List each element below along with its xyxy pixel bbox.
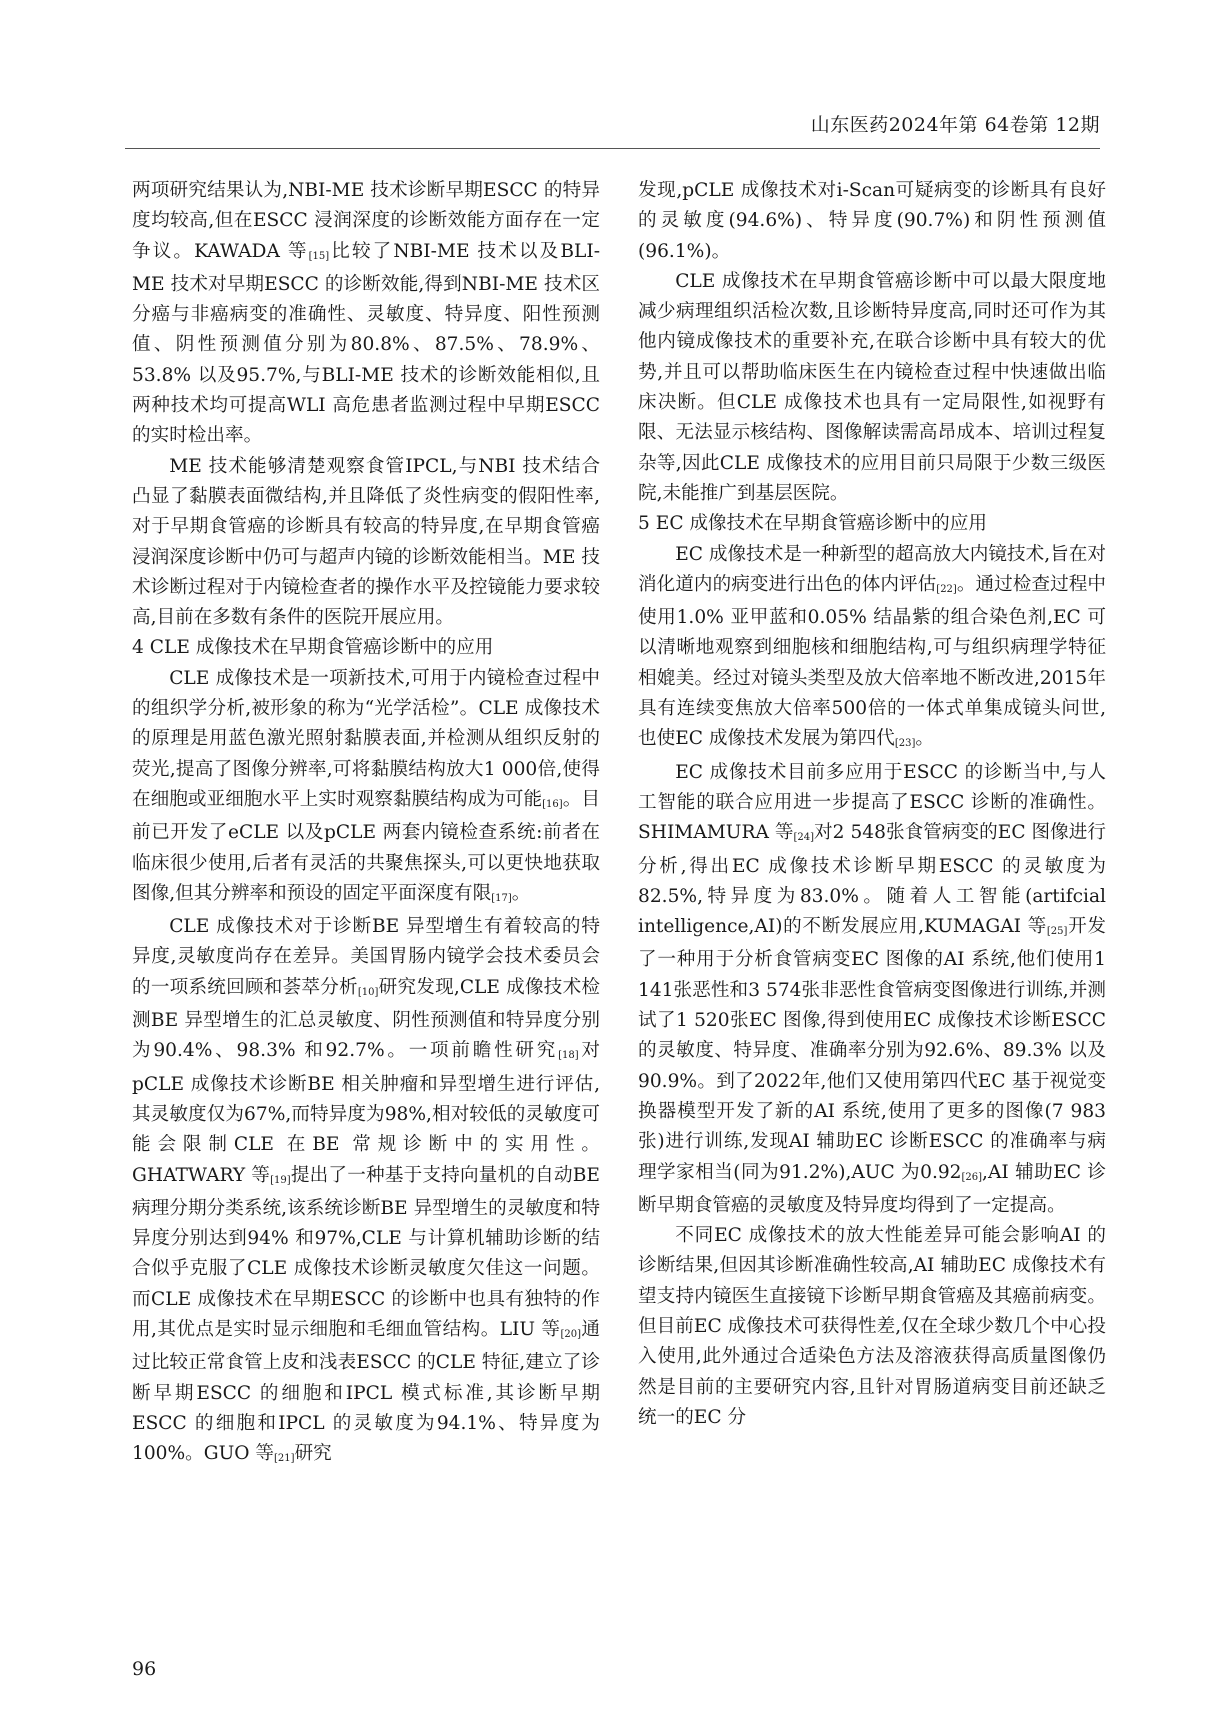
text-run: 开发了一种用于分析食管病变EC 图像的AI 系统,他们使用1 141张恶性和3 574张非恶性食管病变图像进行训练,并测试了1 520张EC 图像,得到使用EC 成像技术诊断ESCC 的灵敏度、特异度、准确率分别为92.6%、89.3% 以及90.9%。到了2022年,他们又使用第四代EC 基于视觉变换器模型开发了新的AI 系统,使用了更多的图像(7 983张)进行训练,发现AI 辅助EC 诊断ESCC 的准确率与病理学家相当(同为91.2%),AUC 为0.92 — [638, 916, 1106, 1183]
citation: [15] — [308, 250, 330, 262]
citation: [21] — [274, 1453, 295, 1465]
right-column — [638, 176, 1106, 1433]
paragraph — [132, 176, 600, 452]
text-run: CLE 成像技术是一项新技术,可用于内镜检查过程中的组织学分析,被形象的称为“光学活检”。CLE 成像技术的原理是用蓝色激光照射黏膜表面,并检测从组织反射的荧光,提高了图像分辨率,可将黏膜结构放大1 000倍,使得在细胞或亚细胞水平上实时观察黏膜结构成为可能 — [132, 667, 600, 810]
text-run: 提出了一种基于支持向量机的自动BE 病理分期分类系统,该系统诊断BE 异型增生的灵敏度和特异度分别达到94% 和97%,CLE 与计算机辅助诊断的结合似乎克服了CLE 成像技术诊断灵敏度欠佳这一问题。而CLE 成像技术在早期ESCC 的诊断中也具有独特的作用,其优点是实时显示细胞和毛细血管结构。LIU 等 — [132, 1164, 600, 1340]
paragraph: ME 技术能够清楚观察食管IPCL,与NBI 技术结合凸显了黏膜表面微结构,并且降低了炎性病变的假阳性率,对于早期食管癌的诊断具有较高的特异度,在早期食管癌浸润深度诊断中仍可与超声内镜的诊断效能相当。ME 技术诊断过程对于内镜检查者的操作水平及控镜能力要求较高,目前在多数有条件的医院开展应用。 — [132, 455, 600, 629]
text-run: EC 成像技术是一种新型的超高放大内镜技术,旨在对消化道内的病变进行出色的体内评估 — [638, 543, 1106, 595]
citation: [19] — [270, 1174, 291, 1186]
citation: [10] — [357, 986, 379, 998]
text-run: ,AI 辅助EC 诊断早期食管癌的灵敏度及特异度均得到了一定提高。 — [638, 1161, 1106, 1216]
paragraph — [132, 912, 600, 1472]
text-run: 对pCLE 成像技术诊断BE 相关肿瘤和异型增生进行评估,其灵敏度仅为67%,而特异度为98%,相对较低的灵敏度可能会限制CLE 在BE 常规诊断中的实用性。GHATWARY 等 — [132, 1040, 600, 1186]
text-run: 。目前已开发了eCLE 以及pCLE 两套内镜检查系统:前者在临床很少使用,后者有灵活的共聚焦探头,可以更快地获取图像,但其分辨率和预设的固定平面深度有限 — [132, 788, 600, 904]
paragraph: 不同EC 成像技术的放大性能差异可能会影响AI 的诊断结果,但因其诊断准确性较高,AI 辅助EC 成像技术有望支持内镜医生直接镜下诊断早期食管癌及其癌前病变。但目前EC 成像技术可获得性差,仅在全球少数几个中心投入使用,此外通过合适染色方法及溶液获得高质量图像仍然是目前的主要研究内容,且针对胃肠道病变目前还缺乏统一的EC 分 — [638, 1225, 1106, 1428]
citation: [26] — [961, 1171, 983, 1183]
text-run: 。 — [915, 728, 934, 750]
page-number: 96 — [132, 1658, 157, 1680]
citation: [16] — [542, 798, 563, 810]
text-run: 比较了NBI-ME 技术以及BLI-ME 技术对早期ESCC 的诊断效能,得到NBI-ME 技术区分癌与非癌病变的准确性、灵敏度、特异度、阳性预测值、阴性预测值分别为80.8%、87.5%、78.9%、53.8% 以及95.7%,与BLI-ME 技术的诊断效能相似,且两种技术均可提高WLI 高危患者监测过程中早期ESCC 的实时检出率。 — [132, 240, 600, 447]
text-run: 对2 548张食管病变的EC 图像进行分析,得出EC 成像技术诊断早期ESCC 的灵敏度为82.5%,特异度为83.0%。随着人工智能(artifcial intelligence,AI)的不断发展应用,KUMAGAI 等 — [638, 822, 1106, 938]
text-run: 。 — [511, 882, 531, 904]
paragraph — [638, 758, 1106, 1221]
paragraph: CLE 成像技术在早期食管癌诊断中可以最大限度地减少病理组织活检次数,且诊断特异度高,同时还可作为其他内镜成像技术的重要补充,在联合诊断中具有较大的优势,并且可以帮助临床医生在内镜检查过程中快速做出临床决断。但CLE 成像技术也具有一定局限性,如视野有限、无法显示核结构、图像解读需高昂成本、培训过程复杂等,因此CLE 成像技术的应用目前只局限于少数三级医院,未能推广到基层医院。 — [638, 270, 1106, 504]
citation: [22] — [936, 583, 957, 595]
text-run: 。通过检查过程中使用1.0% 亚甲蓝和0.05% 结晶紫的组合染色剂,EC 可以清晰地观察到细胞核和细胞结构,可与组织病理学特征相媲美。经过对镜头类型及放大倍率地不断改进,2015年具有连续变焦放大倍率500倍的一体式单集成镜头问世,也使EC 成像技术发展为第四代 — [638, 573, 1106, 750]
text-run: 研究 — [294, 1443, 332, 1465]
citation: [23] — [894, 738, 916, 750]
citation: [17] — [491, 892, 512, 904]
journal-header: 山东医药2024年第 64卷第 12期 — [810, 114, 1100, 136]
paragraph — [638, 540, 1106, 758]
text-run: 两项研究结果认为,NBI-ME 技术诊断早期ESCC 的特异度均较高,但在ESCC 浸润深度的诊断效能方面存在一定争议。KAWADA 等 — [132, 180, 600, 262]
left-column — [132, 176, 600, 1472]
paragraph — [132, 664, 600, 912]
citation: [20] — [560, 1328, 581, 1340]
section-heading: 5 EC 成像技术在早期食管癌诊断中的应用 — [638, 513, 987, 535]
text-run: 通过比较正常食管上皮和浅表ESCC 的CLE 特征,建立了诊断早期ESCC 的细胞和IPCL 模式标准,其诊断早期ESCC 的细胞和IPCL 的灵敏度为94.1%、特异度为100%。GUO 等 — [132, 1318, 600, 1465]
paragraph: 发现,pCLE 成像技术对i-Scan可疑病变的诊断具有良好的灵敏度(94.6%)、特异度(90.7%)和阴性预测值(96.1%)。 — [638, 180, 1106, 262]
citation: [24] — [793, 832, 815, 844]
text-run: EC 成像技术目前多应用于ESCC 的诊断当中,与人工智能的联合应用进一步提高了ESCC 诊断的准确性。SHIMAMURA 等 — [638, 761, 1106, 844]
citation: [25] — [1046, 926, 1068, 938]
text-run: 研究发现,CLE 成像技术检测BE 异型增生的汇总灵敏度、阴性预测值和特异度分别为90.4%、98.3% 和92.7%。一项前瞻性研究 — [132, 976, 600, 1062]
header-rule — [125, 148, 1100, 149]
section-heading: 4 CLE 成像技术在早期食管癌诊断中的应用 — [132, 637, 494, 659]
text-run: CLE 成像技术对于诊断BE 异型增生有着较高的特异度,灵敏度尚存在差异。美国胃肠内镜学会技术委员会的一项系统回顾和荟萃分析 — [132, 916, 600, 998]
citation: [18] — [558, 1050, 579, 1062]
